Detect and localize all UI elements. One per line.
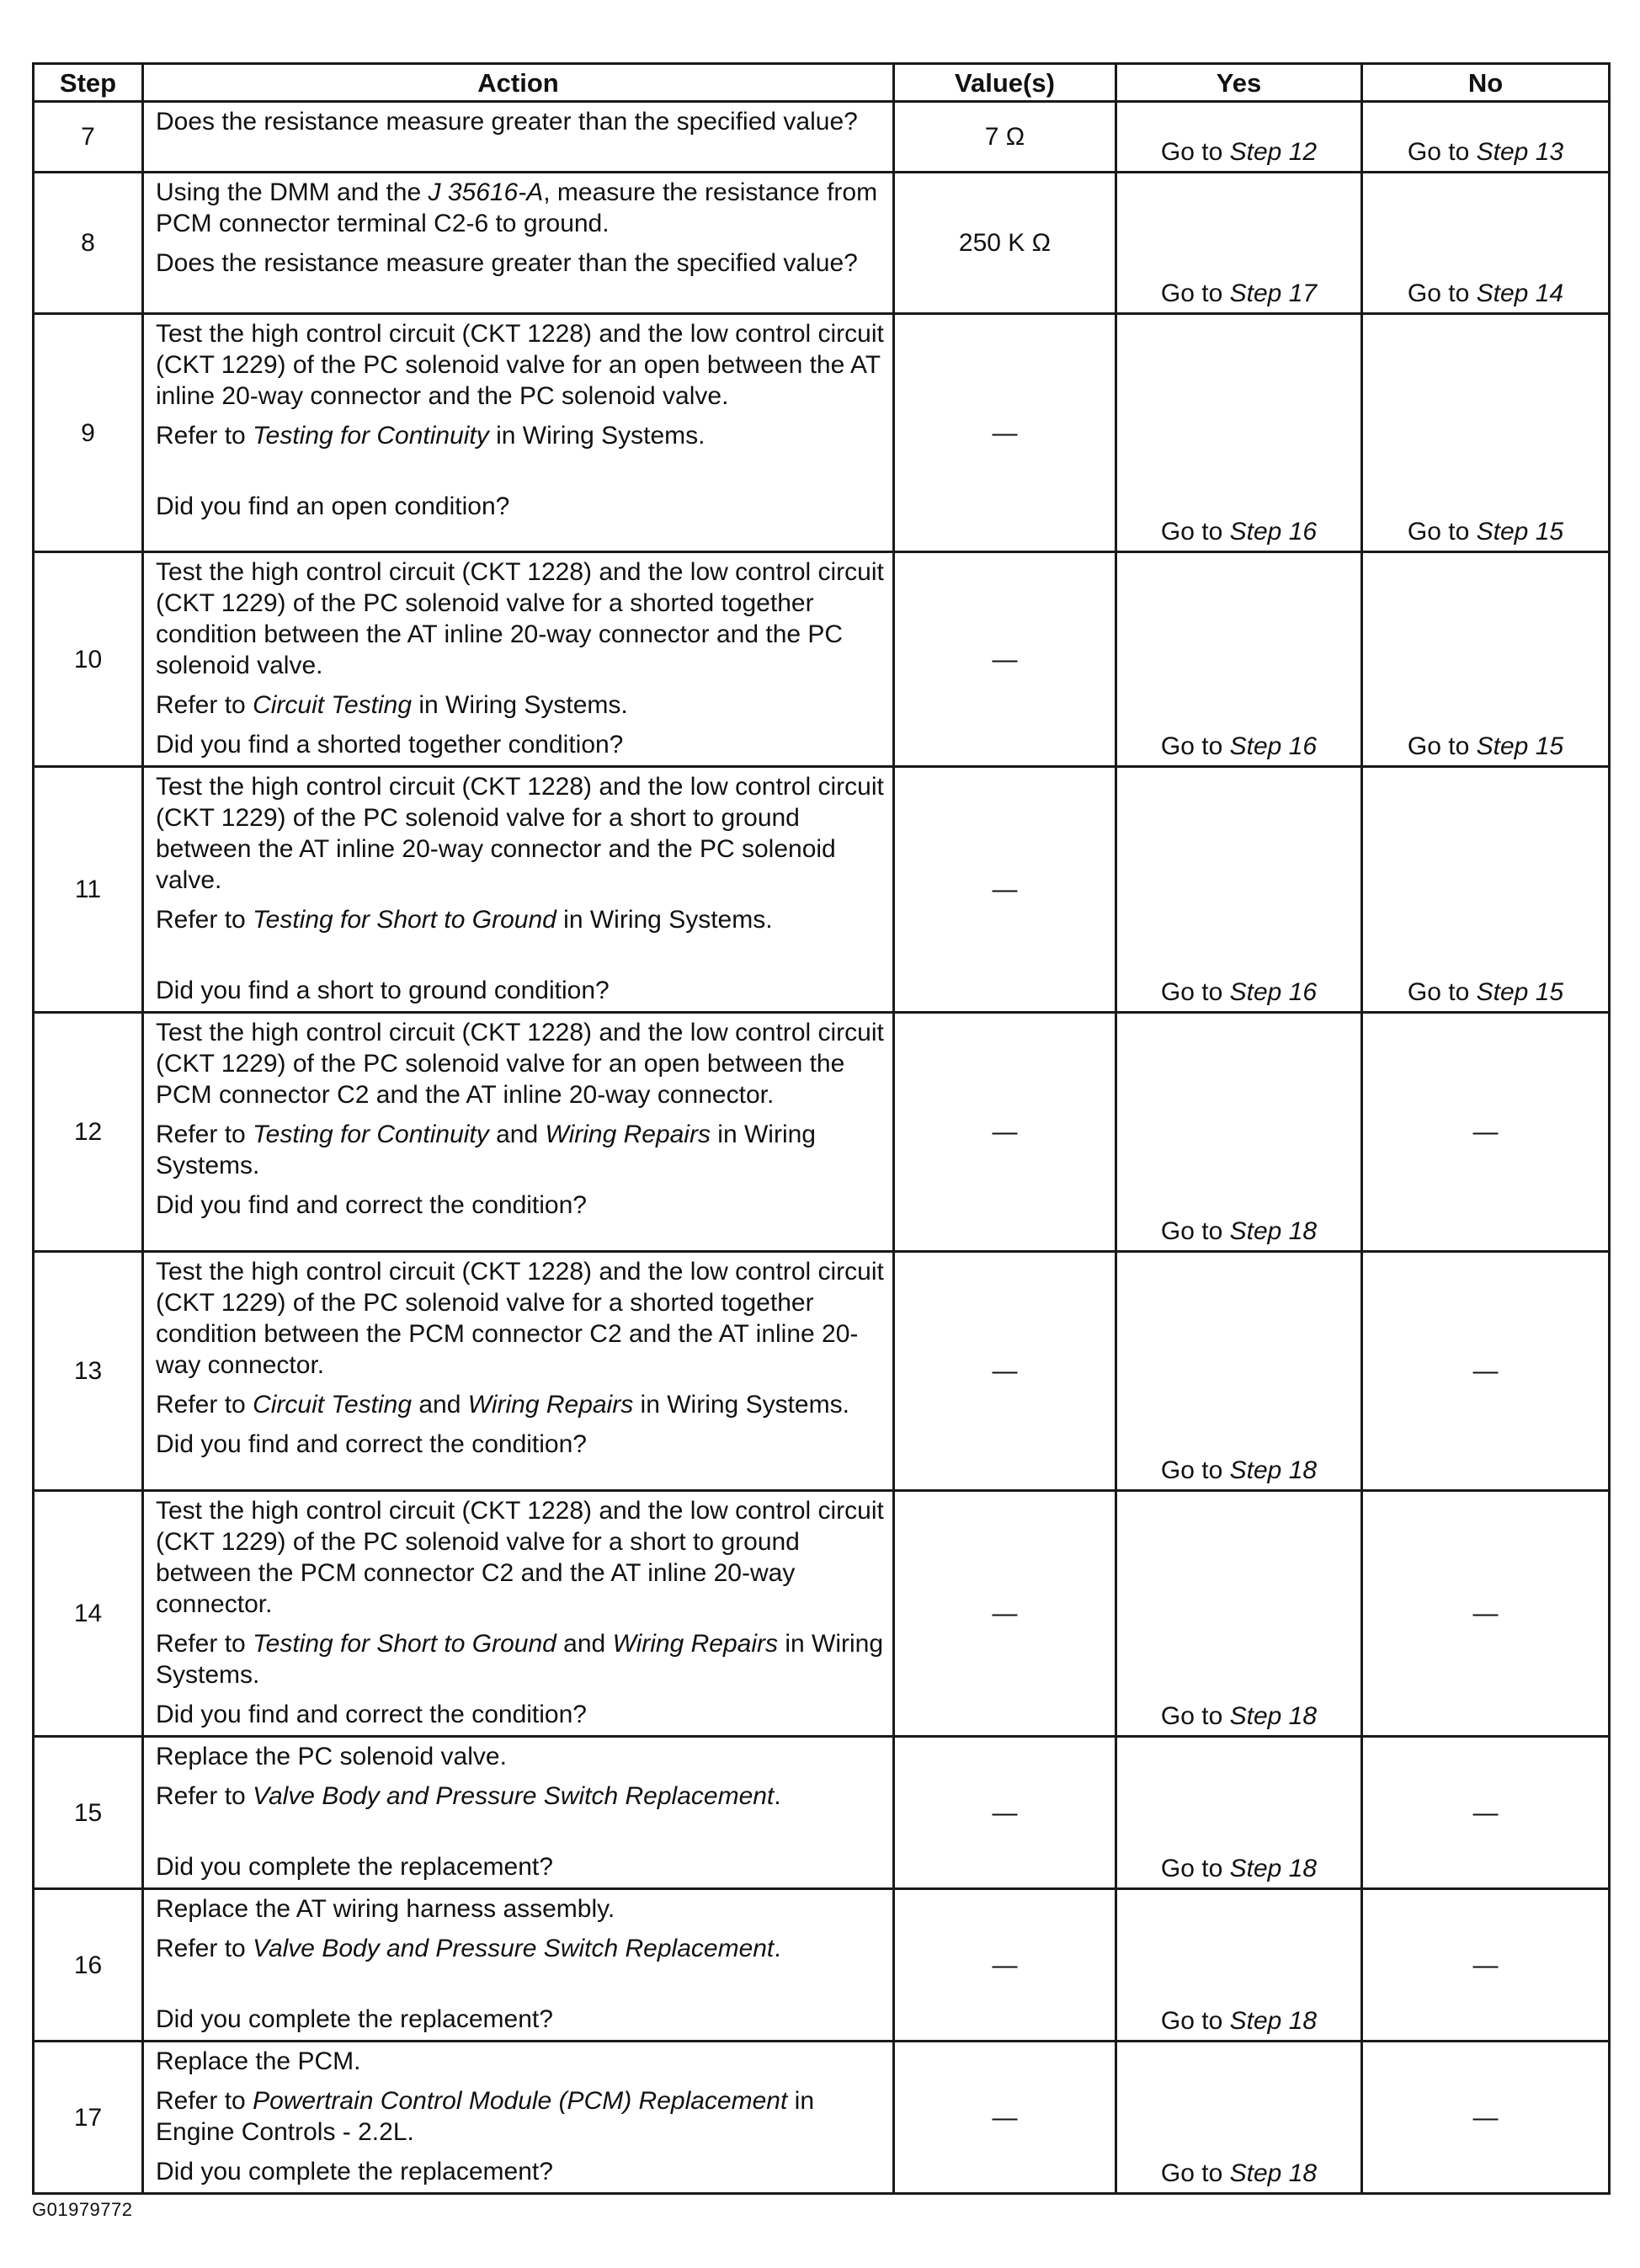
yes-cell (1116, 173, 1362, 314)
action-cell (143, 1252, 894, 1491)
table-row (34, 767, 1610, 1013)
no-goto: Go to (1407, 280, 1477, 307)
reference-text: Refer to (156, 906, 253, 934)
table-row (34, 1252, 1610, 1491)
action-reference (156, 904, 884, 935)
value-dash: — (992, 645, 1018, 673)
action-reference (156, 1781, 884, 1812)
yes-step-link[interactable]: Step 12 (1229, 138, 1318, 166)
table-row (34, 1889, 1610, 2042)
yes-cell (1116, 314, 1362, 552)
step-number: 13 (34, 1252, 143, 1491)
column-header-no: No (1362, 64, 1610, 102)
no-cell (1362, 314, 1610, 552)
step-number: 7 (34, 102, 143, 173)
yes-goto: Go to (1160, 518, 1230, 546)
action-cell (143, 173, 894, 314)
step-number: 10 (34, 552, 143, 767)
action-question: Did you find a shorted together condition? (156, 731, 624, 759)
reference-text: Refer to (156, 1630, 253, 1658)
action-reference (156, 420, 884, 451)
action-reference (156, 1933, 884, 1964)
reference-text: in Wiring Systems. (156, 1121, 816, 1179)
no-goto: Go to (1407, 978, 1477, 1006)
reference-link[interactable]: Wiring Repairs (467, 1391, 634, 1419)
reference-text: Refer to (156, 691, 253, 719)
no-goto: Go to (1407, 518, 1477, 546)
yes-goto: Go to (1160, 2159, 1230, 2187)
action-cell (143, 1889, 894, 2042)
yes-goto: Go to (1160, 138, 1230, 166)
reference-text: Refer to (156, 2087, 253, 2115)
value-cell (894, 2042, 1116, 2194)
action-instruction: Test the high control circuit (CKT 1228) and the low control circuit (CKT 1229) of the PC solenoid valve for a short to ground between the AT inline 20-way connector and the PC solenoid valve. (156, 773, 884, 894)
action-cell (143, 552, 894, 767)
reference-text: Refer to (156, 422, 253, 450)
value-dash: — (992, 1798, 1018, 1827)
yes-goto: Go to (1160, 978, 1230, 1006)
reference-link[interactable]: Testing for Short to Ground (253, 1630, 556, 1658)
value-cell (894, 767, 1116, 1013)
table-row (34, 1491, 1610, 1737)
no-cell (1362, 102, 1610, 173)
step-number: 12 (34, 1013, 143, 1252)
action-cell (143, 2042, 894, 2194)
yes-goto: Go to (1160, 1855, 1230, 1882)
action-reference (156, 2085, 884, 2148)
reference-text: in Wiring Systems. (412, 691, 628, 719)
action-question: Did you complete the replacement? (156, 2158, 553, 2185)
action-question: Did you find and correct the condition? (156, 1701, 587, 1728)
no-dash: — (1472, 1798, 1499, 1827)
yes-step-link[interactable]: Step 18 (1229, 1217, 1318, 1245)
action-cell (143, 102, 894, 173)
step-number: 16 (34, 1889, 143, 2042)
table-row (34, 314, 1610, 552)
yes-cell (1116, 1013, 1362, 1252)
reference-text: in Wiring Systems. (156, 1630, 884, 1689)
no-step-link[interactable]: Step 14 (1476, 280, 1564, 307)
yes-cell (1116, 102, 1362, 173)
no-cell (1362, 552, 1610, 767)
yes-step-link[interactable]: Step 16 (1229, 732, 1318, 760)
reference-text: in Wiring Systems. (488, 422, 706, 450)
diagnostic-step-table (32, 62, 1611, 2195)
step-number: 9 (34, 314, 143, 552)
action-instruction: Test the high control circuit (CKT 1228) and the low control circuit (CKT 1229) of the PC solenoid valve for an open between the PCM connector C2 and the AT inline 20-way connector. (156, 1019, 884, 1109)
action-instruction: Test the high control circuit (CKT 1228) and the low control circuit (CKT 1229) of the PC solenoid valve for a short to ground between the PCM connector C2 and the AT inline 20-way connector. (156, 1497, 884, 1618)
value-cell (894, 1013, 1116, 1252)
no-dash: — (1472, 1357, 1499, 1385)
action-cell (143, 314, 894, 552)
action-question: Did you find an open condition? (156, 492, 510, 520)
reference-text: in Wiring Systems. (633, 1391, 849, 1419)
step-number: 15 (34, 1737, 143, 1889)
no-cell (1362, 1889, 1610, 2042)
no-step-link[interactable]: Step 13 (1476, 138, 1564, 166)
no-dash: — (1472, 1951, 1499, 1979)
action-reference (156, 689, 884, 721)
tool-reference: J 35616-A (428, 178, 544, 206)
yes-step-link[interactable]: Step 16 (1229, 978, 1318, 1006)
yes-step-link[interactable]: Step 18 (1229, 2007, 1318, 2035)
action-text: , measure the resistance from PCM connector terminal C2-6 to ground. (156, 178, 878, 237)
table-row (34, 102, 1610, 173)
column-header-yes: Yes (1116, 64, 1362, 102)
column-header-step: Step (34, 64, 143, 102)
reference-link[interactable]: Testing for Continuity (253, 422, 489, 450)
reference-text: Refer to (156, 1391, 253, 1419)
step-number: 8 (34, 173, 143, 314)
yes-goto: Go to (1160, 732, 1230, 760)
figure-id: G01979772 (32, 2199, 133, 2220)
reference-text: Refer to (156, 1782, 253, 1810)
value-cell (894, 552, 1116, 767)
reference-text: in Wiring Systems. (556, 906, 773, 934)
yes-step-link[interactable]: Step 18 (1229, 1702, 1318, 1730)
value-cell (894, 1252, 1116, 1491)
no-cell (1362, 1013, 1610, 1252)
yes-step-link[interactable]: Step 18 (1229, 1456, 1318, 1484)
action-cell (143, 767, 894, 1013)
table-row (34, 1013, 1610, 1252)
reference-link[interactable]: Testing for Continuity (253, 1121, 489, 1148)
value-cell: 250 K Ω (894, 173, 1116, 314)
action-question: Did you complete the replacement? (156, 2005, 553, 2033)
reference-text: and (556, 1630, 613, 1658)
action-question: Does the resistance measure greater than the specified value? (156, 249, 858, 277)
table-row (34, 2042, 1610, 2194)
value-dash: — (992, 2103, 1018, 2132)
no-dash: — (1472, 2103, 1499, 2132)
value-dash: — (992, 876, 1018, 903)
action-instruction: Replace the PC solenoid valve. (156, 1743, 507, 1770)
value-dash: — (992, 1600, 1018, 1627)
reference-text: and (488, 1121, 546, 1148)
column-header-values: Value(s) (894, 64, 1116, 102)
yes-step-link[interactable]: Step 16 (1229, 518, 1318, 546)
action-instruction: Replace the AT wiring harness assembly. (156, 1895, 615, 1923)
yes-goto: Go to (1160, 1456, 1230, 1484)
reference-link[interactable]: Valve Body and Pressure Switch Replacement (253, 1935, 775, 1962)
action-text: Using the DMM and the (156, 178, 429, 206)
action-question: Did you complete the replacement? (156, 1853, 553, 1881)
no-cell (1362, 2042, 1610, 2194)
reference-link[interactable]: Wiring Repairs (545, 1121, 711, 1148)
yes-cell (1116, 552, 1362, 767)
no-cell (1362, 1252, 1610, 1491)
column-header-action: Action (143, 64, 894, 102)
value-cell (894, 314, 1116, 552)
step-number: 17 (34, 2042, 143, 2194)
reference-text: Refer to (156, 1935, 253, 1962)
value-dash: — (992, 1951, 1018, 1979)
action-instruction: Test the high control circuit (CKT 1228) and the low control circuit (CKT 1229) of the PC solenoid valve for an open between the AT inline 20-way connector and the PC solenoid valve. (156, 320, 884, 410)
value-dash: — (992, 418, 1018, 447)
no-cell (1362, 767, 1610, 1013)
yes-cell (1116, 1889, 1362, 2042)
action-question: Did you find a short to ground condition? (156, 977, 610, 1004)
action-instruction (156, 177, 884, 239)
action-reference (156, 1628, 884, 1690)
action-question: Did you find and correct the condition? (156, 1430, 587, 1458)
action-reference (156, 1389, 884, 1420)
value-dash: — (992, 1357, 1018, 1385)
action-question: Did you find and correct the condition? (156, 1191, 587, 1219)
action-instruction: Test the high control circuit (CKT 1228) and the low control circuit (CKT 1229) of the PC solenoid valve for a shorted together condition between the PCM connector C2 and the AT inline 20-way connector. (156, 1258, 884, 1379)
action-cell (143, 1491, 894, 1737)
no-cell (1362, 173, 1610, 314)
table-header-row (34, 64, 1610, 102)
no-dash: — (1472, 1118, 1499, 1146)
reference-text: . (774, 1782, 781, 1810)
step-number: 11 (34, 767, 143, 1013)
yes-cell (1116, 767, 1362, 1013)
yes-cell (1116, 1252, 1362, 1491)
no-goto: Go to (1407, 732, 1477, 760)
yes-goto: Go to (1160, 1702, 1230, 1730)
table-row (34, 552, 1610, 767)
yes-goto: Go to (1160, 280, 1230, 307)
action-cell (143, 1013, 894, 1252)
action-instruction: Test the high control circuit (CKT 1228) and the low control circuit (CKT 1229) of the PC solenoid valve for a shorted together condition between the AT inline 20-way connector and the PC solenoid valve. (156, 558, 884, 679)
reference-link[interactable]: Circuit Testing (253, 691, 413, 719)
step-number: 14 (34, 1491, 143, 1737)
reference-link[interactable]: Powertrain Control Module (PCM) Replacement (253, 2087, 788, 2115)
reference-link[interactable]: Circuit Testing (253, 1391, 413, 1419)
action-cell (143, 1737, 894, 1889)
value-cell (894, 1737, 1116, 1889)
no-step-link[interactable]: Step 15 (1476, 518, 1564, 546)
yes-cell (1116, 2042, 1362, 2194)
value-cell: 7 Ω (894, 102, 1116, 173)
table-row (34, 1737, 1610, 1889)
value-cell (894, 1889, 1116, 2042)
action-reference (156, 1119, 884, 1181)
reference-link[interactable]: Wiring Repairs (612, 1630, 779, 1658)
yes-step-link[interactable]: Step 18 (1229, 1855, 1318, 1882)
action-question: Does the resistance measure greater than the specified value? (156, 108, 858, 136)
yes-goto: Go to (1160, 1217, 1230, 1245)
yes-cell (1116, 1737, 1362, 1889)
value-cell (894, 1491, 1116, 1737)
yes-cell (1116, 1491, 1362, 1737)
no-cell (1362, 1491, 1610, 1737)
value-dash: — (992, 1118, 1018, 1146)
reference-text: and (412, 1391, 468, 1419)
reference-text: Refer to (156, 1121, 253, 1148)
table-row (34, 173, 1610, 314)
no-step-link[interactable]: Step 15 (1476, 732, 1564, 760)
no-dash: — (1472, 1600, 1499, 1627)
action-instruction: Replace the PCM. (156, 2047, 361, 2075)
no-goto: Go to (1407, 138, 1477, 166)
reference-link[interactable]: Valve Body and Pressure Switch Replacement (253, 1782, 775, 1810)
yes-goto: Go to (1160, 2007, 1230, 2035)
no-step-link[interactable]: Step 15 (1476, 978, 1564, 1006)
yes-step-link[interactable]: Step 17 (1229, 280, 1318, 307)
reference-text: in Engine Controls - 2.2L. (156, 2087, 814, 2146)
yes-step-link[interactable]: Step 18 (1229, 2159, 1318, 2187)
reference-text: . (774, 1935, 781, 1962)
reference-link[interactable]: Testing for Short to Ground (253, 906, 556, 934)
no-cell (1362, 1737, 1610, 1889)
